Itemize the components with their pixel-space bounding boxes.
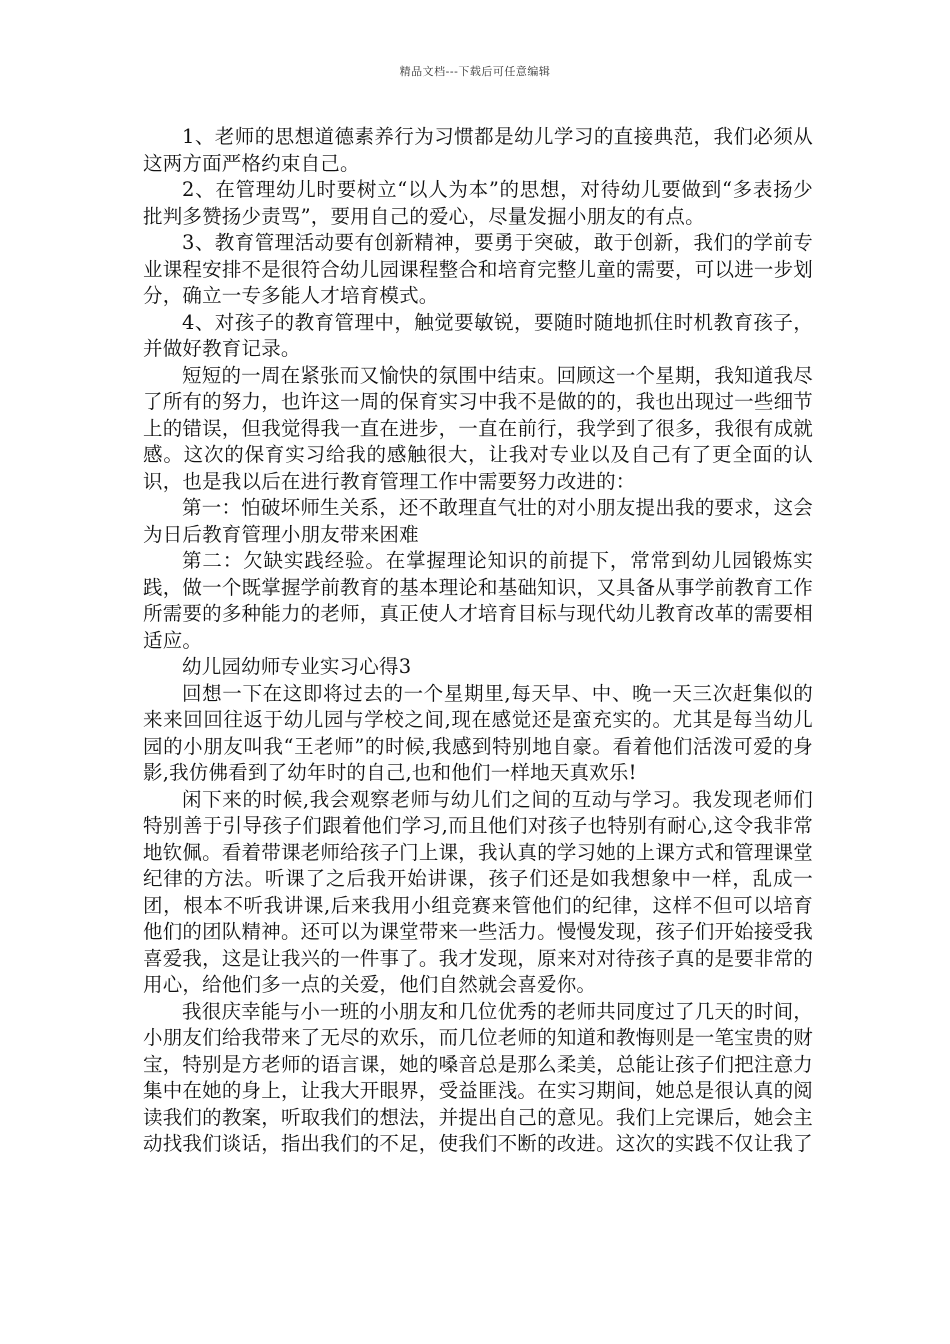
document-body [143, 124, 813, 1158]
paragraph-item-1: 1、老师的思想道德素养行为习惯都是幼儿学习的直接典范，我们必须从这两方面严格约束自己。 [143, 125, 813, 175]
paragraph-recollection: 回想一下在这即将过去的一个星期里,每天早、中、晚一天三次赶集似的来来回回往返于幼儿园与学校之间,现在感觉还是蛮充实的。尤其是每当幼儿园的小朋友叫我“王老师”的时候,我感到特别地自豪。看着他们活泼可爱的身影,我仿佛看到了幼年时的自己,也和他们一样地天真欢乐! [143, 681, 813, 784]
paragraph-item-2: 2、在管理幼儿时要树立“以人为本”的思想，对待幼儿要做到“多表扬少批判多赞扬少责骂”，要用自己的爱心，尽量发掘小朋友的有点。 [143, 178, 813, 228]
paragraph-second-point: 第二：欠缺实践经验。在掌握理论知识的前提下，常常到幼儿园锻炼实践，做一个既掌握学前教育的基本理论和基础知识，又具备从事学前教育工作所需要的多种能力的老师，真正使人才培育目标与现代幼儿教育改革的需要相适应。 [143, 549, 813, 652]
paragraph-item-3: 3、教育管理活动要有创新精神，要勇于突破，敢于创新，我们的学前专业课程安排不是很符合幼儿园课程整合和培育完整儿童的需要，可以进一步划分，确立一专多能人才培育模式。 [143, 231, 813, 307]
section-heading: 幼儿园幼师专业实习心得3 [182, 655, 412, 678]
paragraph-observation: 闲下来的时候,我会观察老师与幼儿们之间的互动与学习。我发现老师们特别善于引导孩子们跟着他们学习,而且他们对孩子也特别有耐心,这令我非常地钦佩。看着带课老师给孩子门上课，我认真的学习她的上课方式和管理课堂纪律的方法。听课了之后我开始讲课，孩子们还是如我想象中一样，乱成一团，根本不听我讲课,后来我用小组竞赛来管他们的纪律，这样不但可以培育他们的团队精神。还可以为课堂带来一些活力。慢慢发现，孩子们开始接受我喜爱我，这是让我兴的一件事了。我才发现，原来对对待孩子真的是要非常的用心，给他们多一点的关爱，他们自然就会喜爱你。 [143, 787, 813, 996]
paragraph-reflection: 短短的一周在紧张而又愉快的氛围中结束。回顾这一个星期，我知道我尽了所有的努力，也许这一周的保育实习中我不是做的的，我也出现过一些细节上的错误，但我觉得我一直在进步，一直在前行，我学到了很多，我很有成就感。这次的保育实习给我的感触很大，让我对专业以及自己有了更全面的认识，也是我以后在进行教育管理工作中需要努力改进的： [143, 363, 813, 493]
page-header: 精品文档---下载后可任意编辑 [399, 65, 551, 78]
paragraph-item-4: 4、对孩子的教育管理中，触觉要敏锐，要随时随地抓住时机教育孩子，并做好教育记录。 [143, 310, 813, 360]
paragraph-gratitude: 我很庆幸能与小一班的小朋友和几位优秀的老师共同度过了几天的时间，小朋友们给我带来了无尽的欢乐，而几位老师的知道和教悔则是一笔宝贵的财宝，特别是方老师的语言课，她的嗓音总是那么柔美，总能让孩子们把注意力集中在她的身上，让我大开眼界，受益匪浅。在实习期间，她总是很认真的阅读我们的教案，听取我们的想法，并提出自己的意见。我们上完课后，她会主动找我们谈话，指出我们的不足，使我们不断的改进。这次的实践不仅让我了 [143, 999, 813, 1155]
paragraph-first-point: 第一：怕破坏师生关系，还不敢理直气壮的对小朋友提出我的要求，这会为日后教育管理小朋友带来困难 [143, 496, 813, 546]
